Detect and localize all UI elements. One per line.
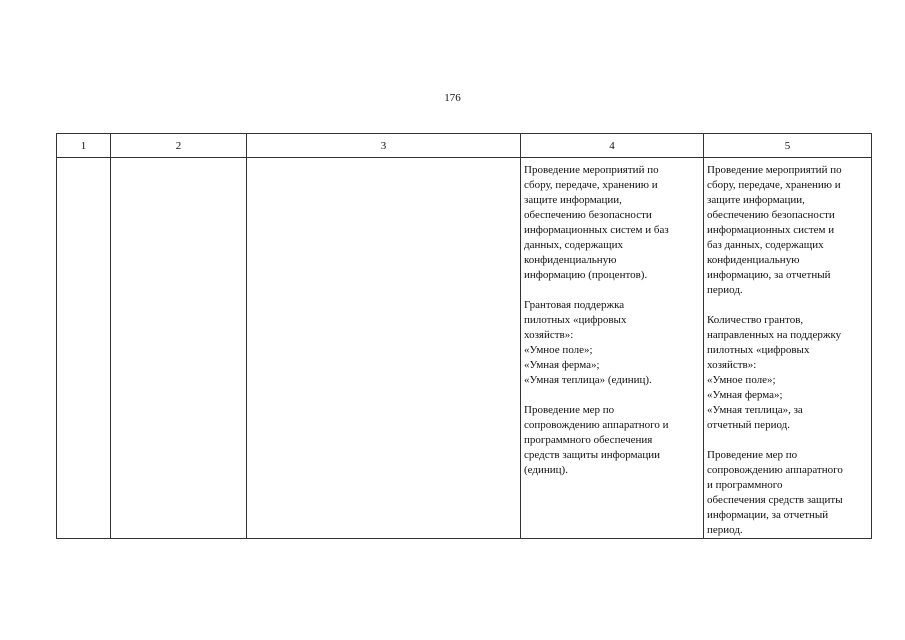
header-row [57,134,872,158]
cell-col-4 [521,158,704,539]
indicator-text-3: Проведение мер по сопровождению аппаратного и программного обеспечения средств защиты информации (единиц). [524,404,669,476]
column-header-5: 5 [704,134,872,158]
indicator-text-2: Грантовая поддержка пилотных «цифровых хозяйств»: «Умное поле»; «Умная ферма»; «Умная теплица» (единиц). [524,299,652,386]
cell-col-2 [111,158,247,539]
cell-col-1 [57,158,111,539]
cell-col-3 [247,158,521,539]
column-header-2: 2 [111,134,247,158]
method-text-3: Проведение мер по сопровождению аппаратного и программного обеспечения средств защиты информации, за отчетный период. [707,449,843,536]
column-header-1: 1 [57,134,111,158]
cell-col-5 [704,158,872,539]
column-header-3: 3 [247,134,521,158]
table-row [57,158,872,539]
data-table [56,133,872,539]
method-text-2: Количество грантов, направленных на поддержку пилотных «цифровых хозяйств»: «Умное поле»; «Умная ферма»; «Умная теплица», за отчетный период. [707,314,842,431]
method-text-1: Проведение мероприятий по сбору, передаче, хранению и защите информации, обеспечению безопасности информационных систем и баз данных, содержащих конфиденциальную информацию, за отчетный период. [707,164,842,296]
indicator-text-1: Проведение мероприятий по сбору, передаче, хранению и защите информации, обеспечению безопасности информационных систем и баз данных, содержащих конфиденциальную информацию (процентов). [524,164,669,281]
column-header-4: 4 [521,134,704,158]
page-number: 176 [444,92,461,104]
